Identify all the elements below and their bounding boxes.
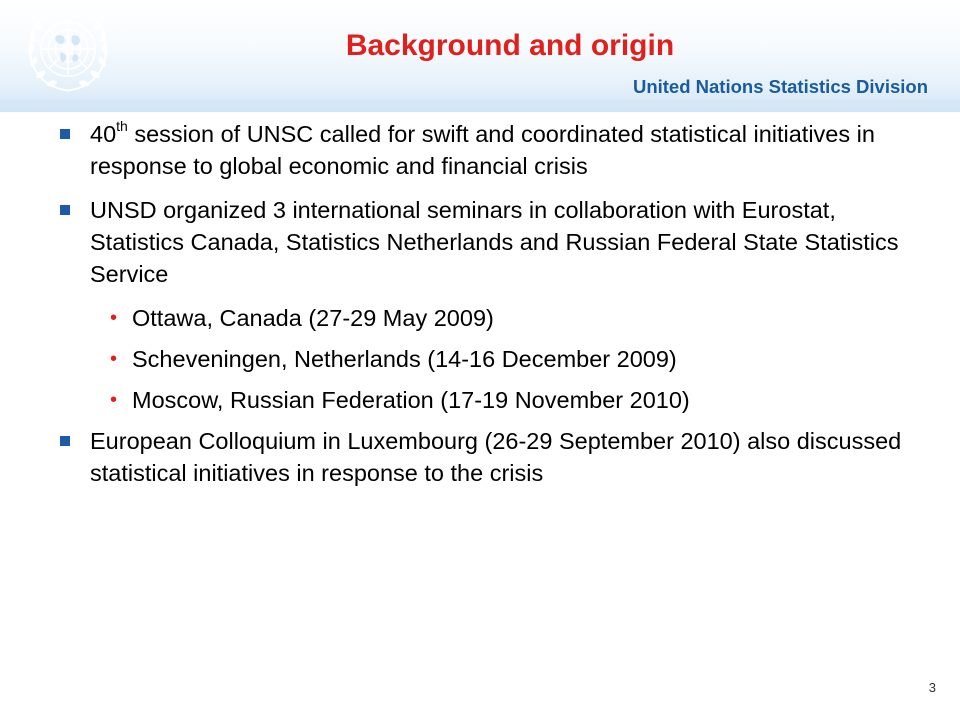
square-bullet-icon <box>60 129 70 139</box>
slide-title: Background and origin <box>345 29 675 62</box>
dot-bullet-icon: • <box>110 307 118 329</box>
slide-body <box>52 118 922 501</box>
dot-bullet-icon: • <box>110 389 118 411</box>
sub-bullet-text: Ottawa, Canada (27-29 May 2009) <box>132 305 494 331</box>
sub-bullet-moscow <box>52 384 922 416</box>
square-bullet-icon <box>60 205 70 215</box>
bullet-text: UNSD organized 3 international seminars in collaboration with Eurostat, Statistics Canada, Statistics Netherlands and Russian Federal State Statistics Service <box>90 197 899 287</box>
page-number: 3 <box>928 680 936 695</box>
bullet-unsd-seminars <box>52 194 922 290</box>
sub-bullet-text: Scheveningen, Netherlands (14-16 December 2009) <box>132 346 677 372</box>
dot-bullet-icon: • <box>110 348 118 370</box>
ordinal-suffix: th <box>116 118 128 135</box>
sub-bullet-text: Moscow, Russian Federation (17-19 November 2010) <box>132 387 690 413</box>
slide-header <box>0 0 960 112</box>
bullet-european-colloquium <box>52 425 922 489</box>
division-name: United Nations Statistics Division <box>632 76 928 97</box>
bullet-text-prefix: 40 <box>90 121 117 147</box>
bullet-text: European Colloquium in Luxembourg (26-29 September 2010) also discussed statistical initiatives in response to the crisis <box>90 428 902 486</box>
header-fade <box>0 100 960 114</box>
sub-bullet-scheveningen <box>52 343 922 375</box>
bullet-text: session of UNSC called for swift and coordinated statistical initiatives in response to global economic and financial crisis <box>90 121 875 179</box>
sub-bullet-ottawa <box>52 302 922 334</box>
square-bullet-icon <box>60 436 70 446</box>
bullet-unsc-session <box>52 118 922 182</box>
